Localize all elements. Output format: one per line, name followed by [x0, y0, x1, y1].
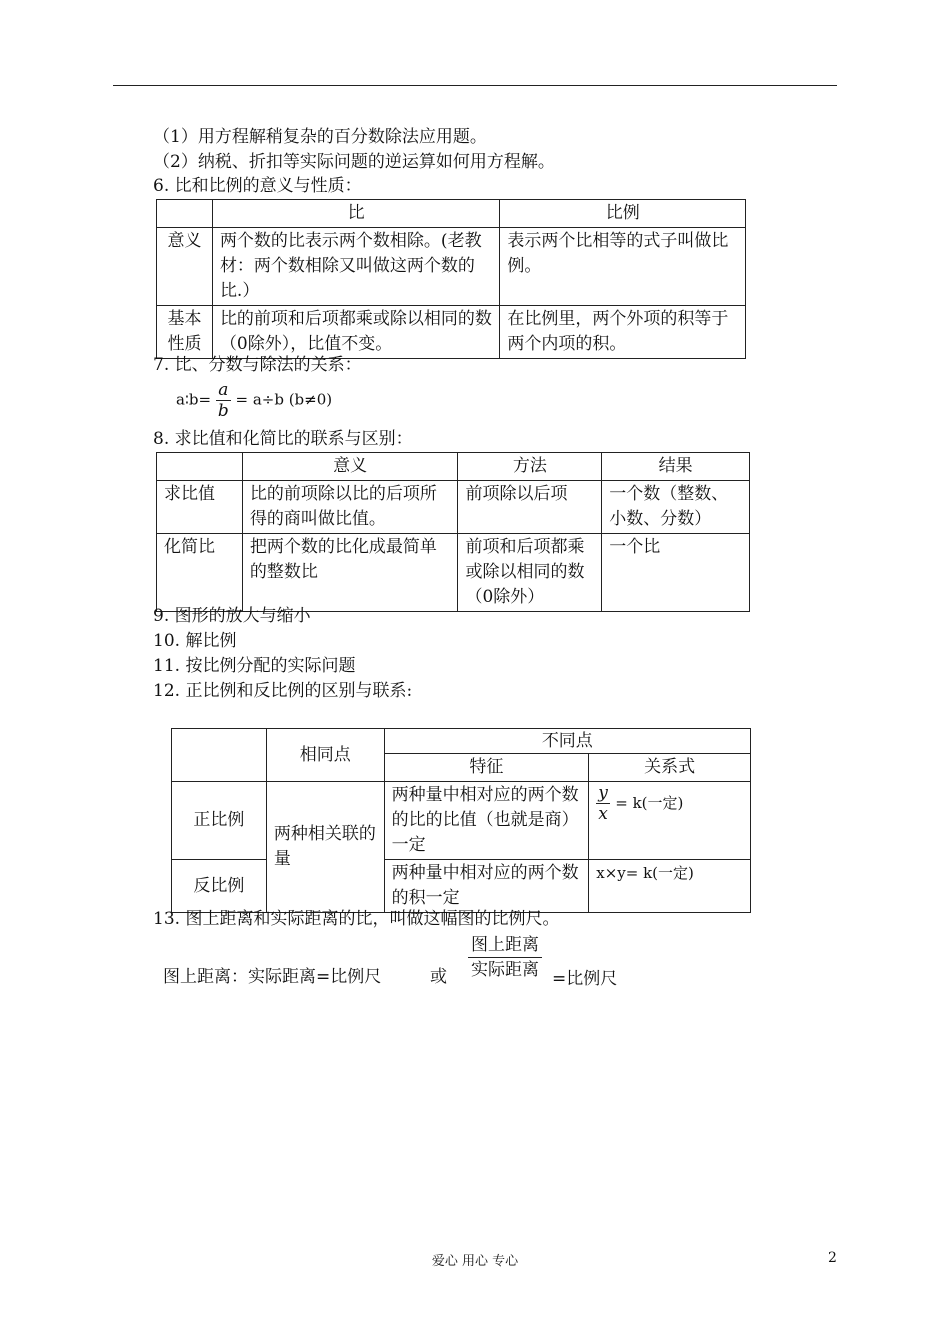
header-proportion: 比例	[500, 200, 746, 228]
direct-relation-text: = k(一定)	[615, 794, 684, 812]
item-1: （1）用方程解稍复杂的百分数除法应用题。	[153, 127, 487, 147]
ratio-proportion-table	[156, 199, 746, 359]
formula-ratio-division	[176, 380, 332, 421]
formula-7-right: = a÷b (b≠0)	[235, 390, 333, 409]
header-different: 不同点	[384, 729, 750, 754]
inverse-feature: 两种量中相对应的两个数的积一定	[384, 860, 589, 913]
ratio-value-simplify-table	[156, 452, 750, 612]
ratio-value-method: 前项除以后项	[458, 481, 602, 534]
header-rule	[113, 85, 837, 86]
header-ratio: 比	[212, 200, 499, 228]
relation-denominator: x	[598, 804, 608, 824]
scale-formula-right: =比例尺	[552, 969, 618, 989]
row-label-meaning: 意义	[157, 228, 213, 306]
row-label-direct: 正比例	[172, 782, 267, 860]
row-label-inverse: 反比例	[172, 860, 267, 913]
section-7-title: 7. 比、分数与除法的关系：	[153, 355, 362, 375]
header-result: 结果	[602, 453, 750, 481]
section-11-title: 11. 按比例分配的实际问题	[153, 656, 356, 676]
row-label-ratio-value: 求比值	[157, 481, 243, 534]
fraction-y-over-x	[596, 783, 610, 824]
header-feature: 特征	[384, 754, 589, 782]
direct-relation	[589, 782, 751, 860]
scale-numerator: 图上距离	[468, 933, 542, 958]
ratio-value-meaning: 比的前项除以比的后项所得的商叫做比值。	[242, 481, 458, 534]
simplify-meaning: 把两个数的比化成最简单的整数比	[242, 534, 458, 612]
fraction-a-over-b	[216, 380, 231, 421]
header-same: 相同点	[266, 729, 384, 782]
same-point-value: 两种相关联的量	[266, 782, 384, 913]
simplify-method: 前项和后项都乘或除以相同的数（0除外）	[458, 534, 602, 612]
scale-denominator: 实际距离	[471, 960, 539, 980]
proportion-property: 在比例里，两个外项的积等于两个内项的积。	[500, 306, 746, 359]
item-2: （2）纳税、折扣等实际问题的逆运算如何用方程解。	[153, 152, 555, 172]
scale-formula-or: 或	[430, 967, 447, 987]
section-12-title: 12. 正比例和反比例的区别与联系:	[153, 681, 413, 701]
direct-inverse-proportion-table	[171, 728, 751, 913]
section-6-title: 6. 比和比例的意义与性质：	[153, 176, 362, 196]
row-label-simplify: 化简比	[157, 534, 243, 612]
scale-formula-left: 图上距离：实际距离=比例尺	[163, 967, 382, 987]
ratio-property: 比的前项和后项都乘或除以相同的数（0除外），比值不变。	[212, 306, 499, 359]
section-10-title: 10. 解比例	[153, 631, 237, 651]
ratio-meaning: 两个数的比表示两个数相除。(老教材：两个数相除又叫做这两个数的比.）	[212, 228, 499, 306]
fraction-numerator: a	[216, 380, 231, 401]
page-number: 2	[828, 1250, 837, 1266]
section-13-title: 13. 图上距离和实际距离的比，叫做这幅图的比例尺。	[153, 909, 560, 929]
simplify-result: 一个比	[602, 534, 750, 612]
proportion-meaning: 表示两个比相等的式子叫做比例。	[500, 228, 746, 306]
section-9-title: 9. 图形的放大与缩小	[153, 606, 311, 626]
scale-fraction	[468, 933, 542, 982]
relation-numerator: y	[598, 783, 608, 803]
section-8-title: 8. 求比值和化简比的联系与区别：	[153, 429, 413, 449]
ratio-value-result: 一个数（整数、小数、分数）	[602, 481, 750, 534]
header-meaning: 意义	[242, 453, 458, 481]
fraction-denominator: b	[217, 401, 229, 421]
direct-feature: 两种量中相对应的两个数的比的比值（也就是商）一定	[384, 782, 589, 860]
row-label-property: 基本性质	[157, 306, 213, 359]
header-relation: 关系式	[589, 754, 751, 782]
formula-7-left: a∶b=	[176, 390, 212, 409]
inverse-relation: x×y= k(一定)	[589, 860, 751, 913]
page-footer: 爱心 用心 专心	[431, 1254, 519, 1269]
header-method: 方法	[458, 453, 602, 481]
